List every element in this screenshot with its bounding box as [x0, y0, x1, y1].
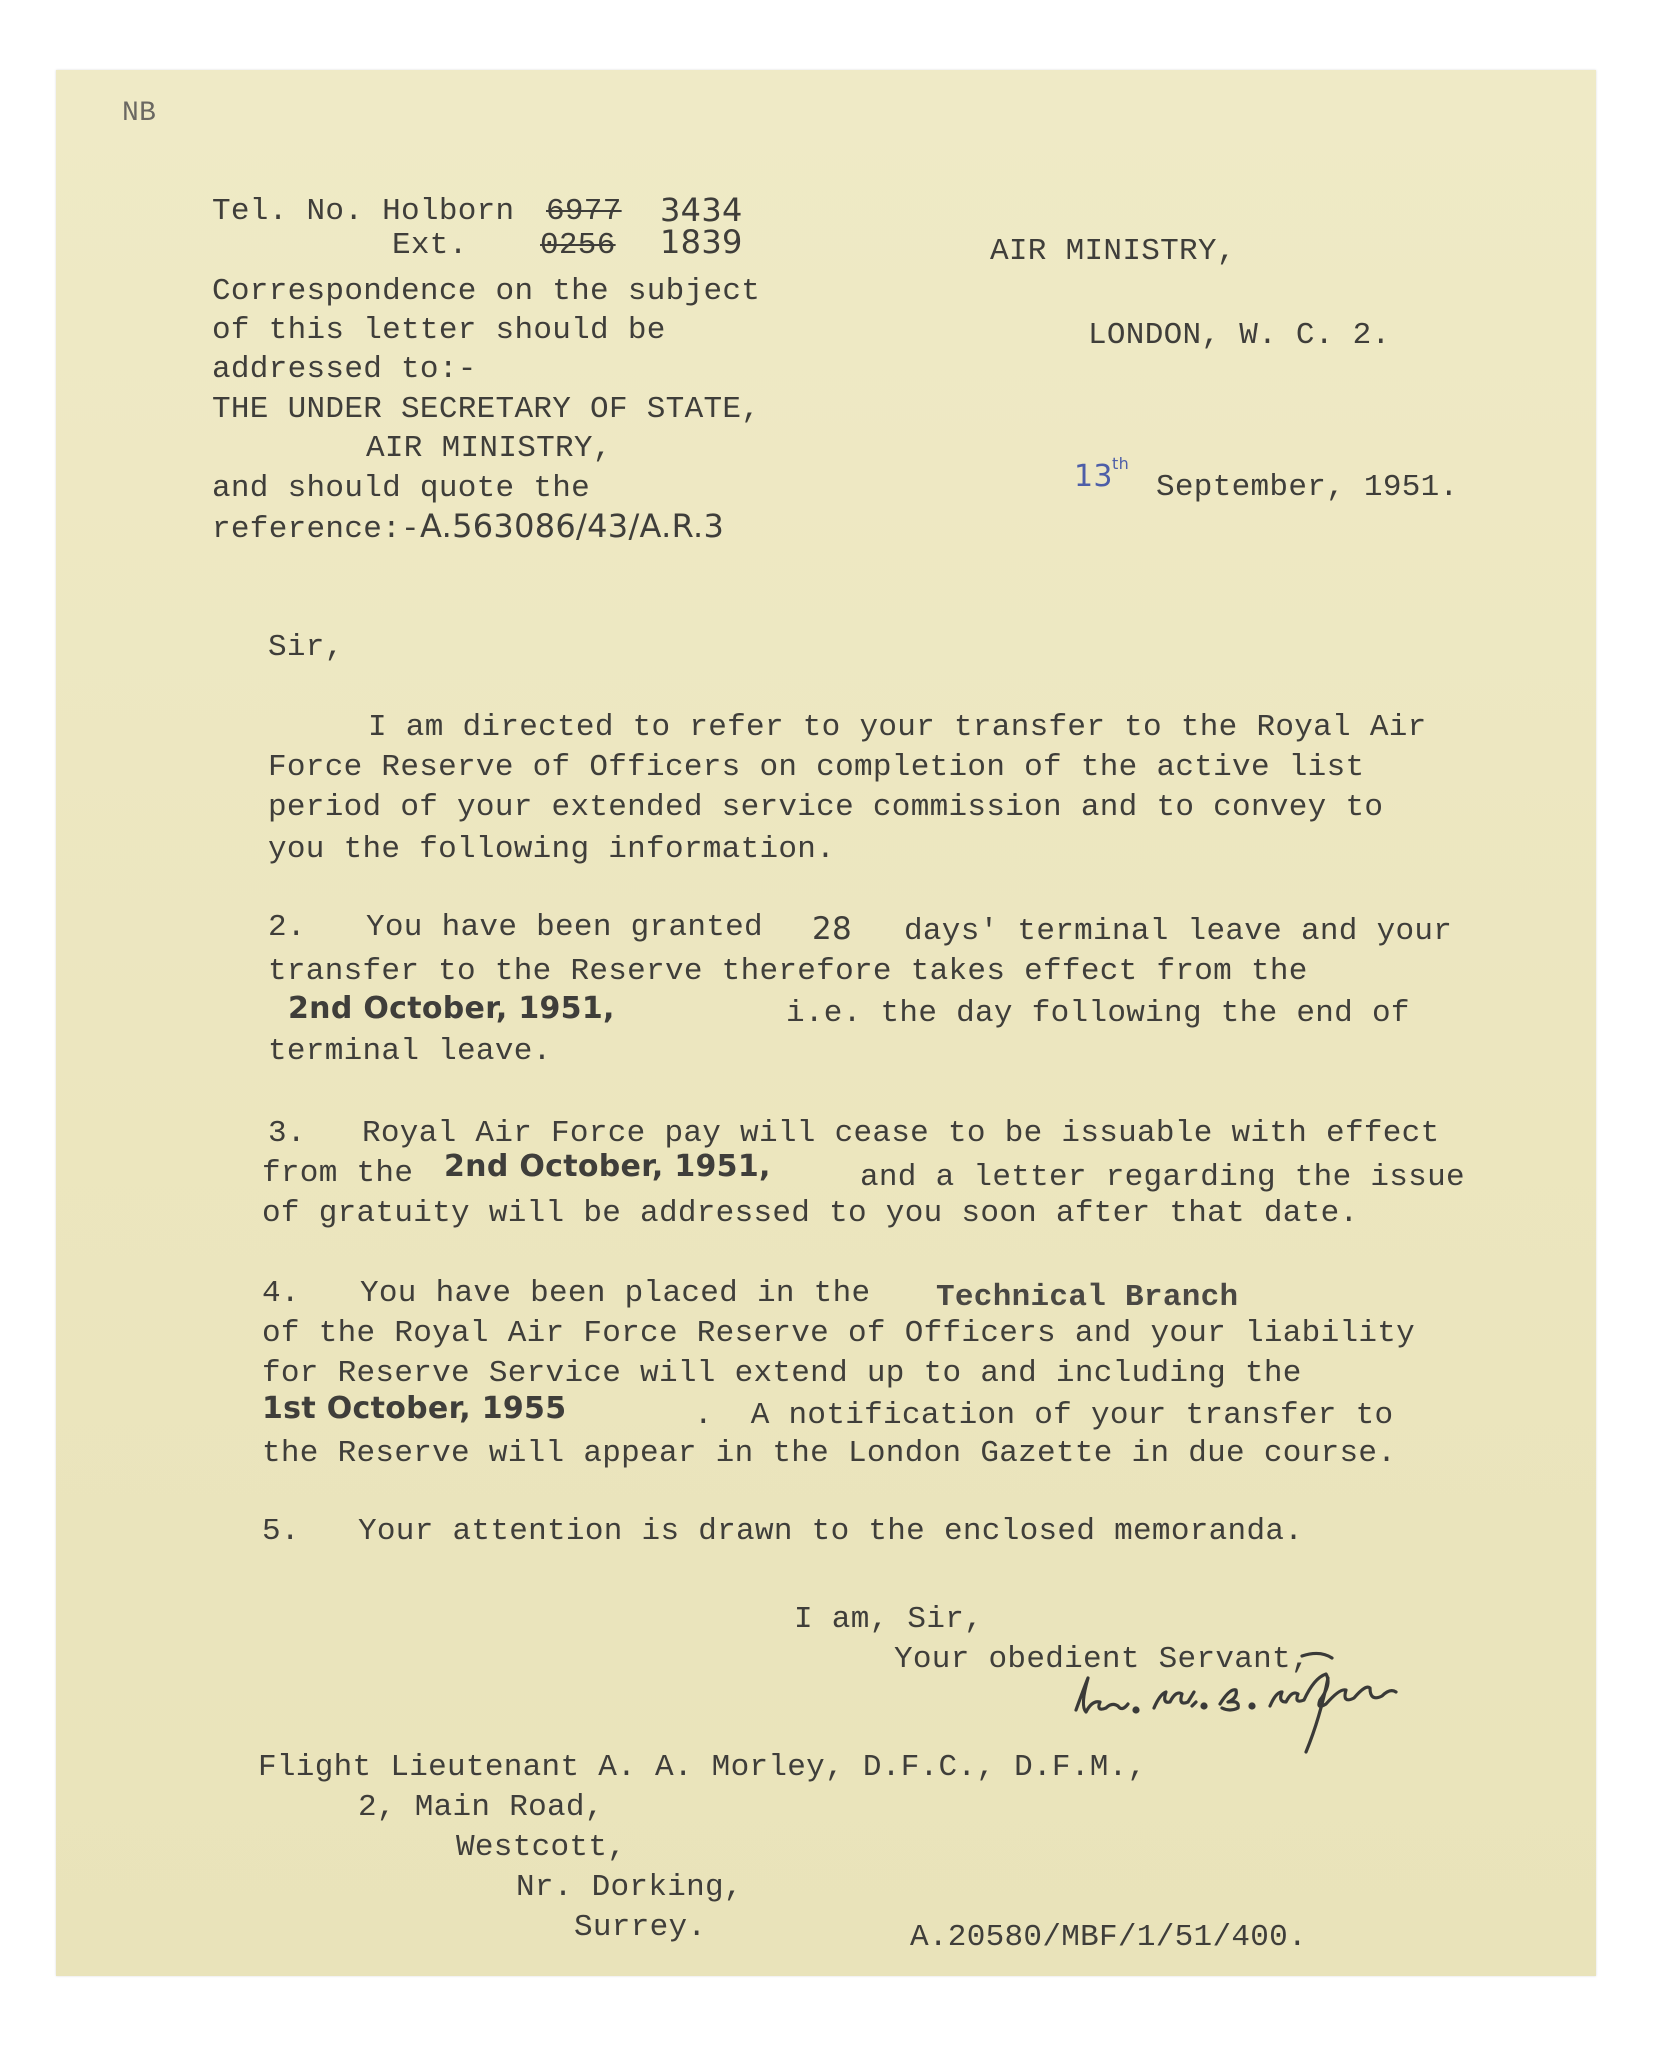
closing-line-1: I am, Sir,: [794, 1602, 984, 1637]
form-reference: A.20580/MBF/1/51/400.: [910, 1920, 1307, 1955]
para1-line-3: period of your extended service commission and to convey to: [268, 790, 1384, 825]
address-line-2: 2, Main Road,: [358, 1790, 604, 1825]
address-line-1: Flight Lieutenant A. A. Morley, D.F.C., D.F.M.,: [258, 1750, 1147, 1785]
para5-number: 5.: [262, 1514, 300, 1549]
ext-new-number: 1839: [660, 223, 743, 261]
para2-days: 28: [812, 911, 853, 947]
para3-line-2a: from the: [262, 1156, 414, 1191]
para3-line-1: Royal Air Force pay will cease to be issuable with effect: [362, 1116, 1440, 1151]
para3-number: 3.: [268, 1116, 306, 1151]
corr-line-1: Correspondence on the subject: [212, 274, 761, 309]
reference-label: reference:-: [212, 512, 420, 547]
para4-date: 1st October, 1955: [262, 1391, 567, 1426]
para4-line-4b: . A notification of your transfer to: [694, 1398, 1394, 1433]
signature: [1070, 1648, 1470, 1763]
para2-line-1a: You have been granted: [366, 910, 763, 945]
tel-struck-number: 6977: [546, 194, 622, 229]
para2-line-1b: days' terminal leave and your: [904, 914, 1453, 949]
para3-date: 2nd October, 1951,: [444, 1149, 771, 1184]
para5-line-1: Your attention is drawn to the enclosed memoranda.: [358, 1514, 1304, 1549]
corr-line-5: AIR MINISTRY,: [366, 431, 612, 466]
tel-new-number: 3434: [660, 191, 743, 229]
corr-line-4: THE UNDER SECRETARY OF STATE,: [212, 392, 761, 427]
address-line-4: Nr. Dorking,: [516, 1870, 743, 1905]
date-rest: September, 1951.: [1156, 470, 1459, 505]
date-day-handwritten: 13: [1074, 459, 1113, 494]
reference-value: A.563086/43/A.R.3: [420, 507, 725, 545]
salutation: Sir,: [268, 630, 344, 665]
ext-label: Ext.: [392, 228, 468, 263]
address-line-5: Surrey.: [574, 1910, 707, 1945]
para2-number: 2.: [268, 910, 306, 945]
closing-line-2: Your obedient Servant,: [894, 1642, 1310, 1677]
org-name: AIR MINISTRY,: [990, 234, 1236, 269]
para1-line-1: I am directed to refer to your transfer to the Royal Air: [368, 710, 1427, 745]
para4-line-2: of the Royal Air Force Reserve of Officers and your liability: [262, 1316, 1416, 1351]
corr-line-2: of this letter should be: [212, 313, 666, 348]
para2-line-3b: i.e. the day following the end of: [786, 996, 1410, 1031]
corr-line-6: and should quote the: [212, 471, 591, 506]
tel-label: Tel. No. Holborn: [212, 194, 515, 229]
address-line-3: Westcott,: [456, 1830, 627, 1865]
para1-line-4: you the following information.: [268, 832, 836, 867]
para4-line-3: for Reserve Service will extend up to and including the: [262, 1356, 1302, 1391]
corner-mark: NB: [122, 98, 157, 129]
para3-line-2b: and a letter regarding the issue: [860, 1160, 1465, 1195]
para3-line-3: of gratuity will be addressed to you soon after that date.: [262, 1196, 1359, 1231]
para2-date: 2nd October, 1951,: [288, 991, 615, 1026]
date-day-suffix: th: [1112, 454, 1130, 473]
para4-number: 4.: [262, 1276, 300, 1311]
ext-struck-number: 0256: [540, 228, 616, 263]
para4-line-1a: You have been placed in the: [360, 1276, 871, 1311]
corr-line-3: addressed to:-: [212, 352, 477, 387]
para2-line-2: transfer to the Reserve therefore takes effect from the: [268, 954, 1308, 989]
para1-line-2: Force Reserve of Officers on completion of the active list: [268, 750, 1365, 785]
para4-line-5: the Reserve will appear in the London Gazette in due course.: [262, 1436, 1397, 1471]
para4-branch: Technical Branch: [936, 1280, 1239, 1315]
para2-line-4: terminal leave.: [268, 1034, 552, 1069]
org-city: LONDON, W. C. 2.: [1088, 318, 1391, 353]
signature-scribble: [1070, 1648, 1470, 1758]
